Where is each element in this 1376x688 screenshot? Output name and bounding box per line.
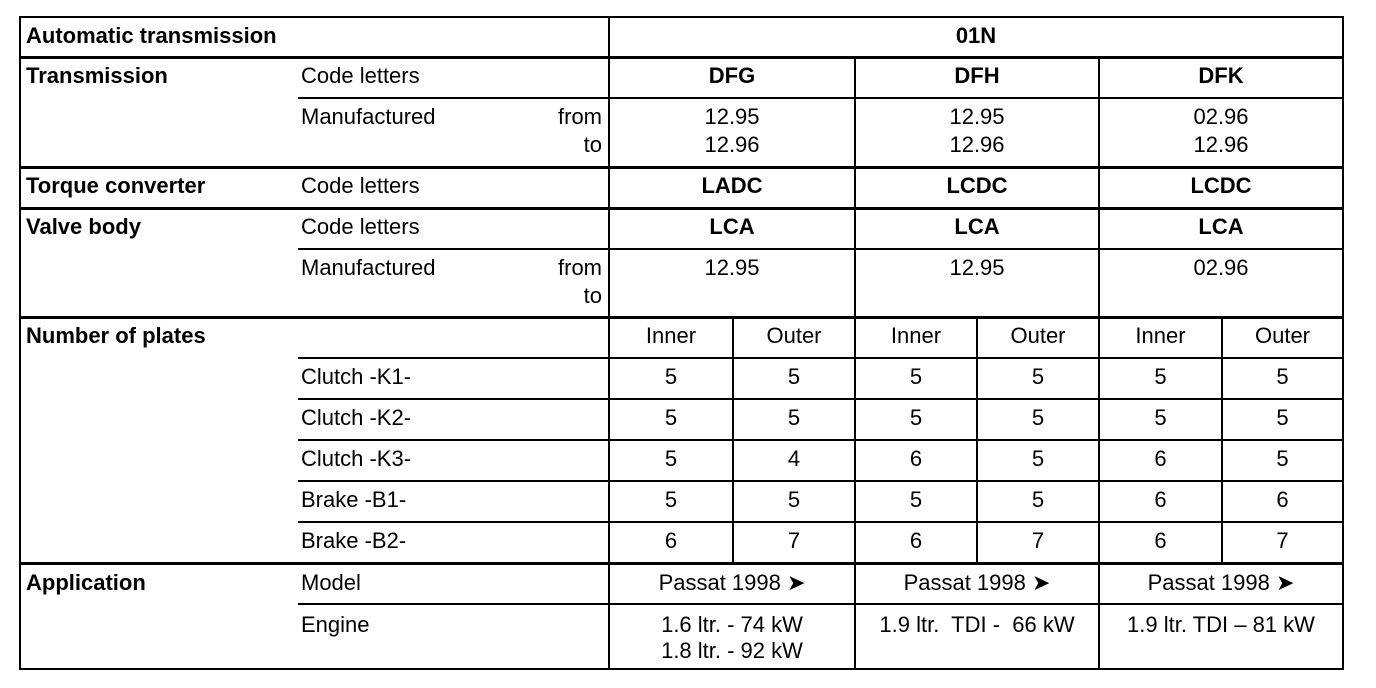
valve-body-from-1: 12.95	[704, 255, 760, 280]
plates-cell: 5	[1154, 364, 1167, 389]
application-model-1: Passat 1998 ➤	[658, 570, 806, 595]
plates-row-label: Clutch -K1-	[301, 364, 412, 389]
valve-body-label: Valve body	[26, 214, 141, 239]
plates-cell: 5	[1031, 364, 1045, 389]
plates-cell: 5	[787, 364, 801, 389]
application-engine-1b: 1.8 ltr. - 92 kW	[661, 638, 803, 663]
rule-plates-bottom	[20, 562, 1344, 565]
transmission-code-label: Code letters	[301, 63, 420, 88]
rule-trans-bottom	[20, 166, 1344, 169]
torque-converter-code-3: LCDC	[1190, 173, 1252, 198]
transmission-code-1: DFG	[708, 63, 756, 88]
plates-cell: 5	[1154, 405, 1167, 430]
plates-outer-header-2: Outer	[1010, 323, 1066, 348]
application-model-label: Model	[301, 570, 361, 595]
plates-row-label: Clutch -K3-	[301, 446, 412, 471]
torque-converter-code-label: Code letters	[301, 173, 420, 198]
transmission-to-label: to	[583, 132, 602, 157]
valve-body-from-2: 12.95	[949, 255, 1005, 280]
transmission-to-3: 12.96	[1193, 132, 1249, 157]
plates-cell: 6	[909, 446, 923, 471]
rule-bottom	[20, 668, 1344, 670]
rule-k1	[298, 398, 1344, 400]
rule-top	[20, 16, 1344, 18]
header-label: Automatic transmission	[26, 23, 277, 48]
plates-cell: 6	[1154, 528, 1167, 553]
rule-b1	[298, 521, 1344, 523]
rule-right	[1342, 16, 1344, 670]
plates-cell: 5	[909, 364, 923, 389]
plates-label: Number of plates	[26, 323, 206, 348]
header-value: 01N	[955, 23, 997, 48]
valve-body-code-2: LCA	[954, 214, 1000, 239]
plates-row-label: Brake -B2-	[301, 528, 407, 553]
plates-cell: 5	[664, 487, 678, 512]
plates-cell: 5	[664, 446, 678, 471]
rule-trans-code	[298, 97, 1344, 99]
torque-converter-label: Torque converter	[26, 173, 206, 198]
plates-cell: 6	[1154, 487, 1167, 512]
application-engine-1a: 1.6 ltr. - 74 kW	[661, 612, 803, 637]
plates-inner-header-2: Inner	[890, 323, 942, 348]
transmission-label: Transmission	[26, 63, 168, 88]
plates-cell: 5	[1276, 405, 1289, 430]
transmission-manufactured-label: Manufactured	[301, 104, 436, 129]
transmission-from-1: 12.95	[704, 104, 760, 129]
plates-inner-header-1: Inner	[645, 323, 697, 348]
plates-cell: 7	[1276, 528, 1289, 553]
application-engine-label: Engine	[301, 612, 370, 637]
transmission-from-3: 02.96	[1193, 104, 1249, 129]
application-engine-3: 1.9 ltr. TDI – 81 kW	[1127, 612, 1315, 637]
transmission-code-2: DFH	[954, 63, 1000, 88]
plates-cell: 5	[1276, 446, 1289, 471]
plates-outer-header-1: Outer	[766, 323, 822, 348]
plates-cell: 5	[1031, 405, 1045, 430]
application-model-3: Passat 1998 ➤	[1147, 570, 1295, 595]
valve-body-to-label: to	[583, 283, 602, 308]
transmission-from-2: 12.95	[949, 104, 1005, 129]
plates-cell: 4	[787, 446, 801, 471]
valve-body-code-3: LCA	[1198, 214, 1244, 239]
plates-cell: 6	[1276, 487, 1289, 512]
plates-outer-header-3: Outer	[1254, 323, 1311, 348]
plates-cell: 6	[1154, 446, 1167, 471]
plates-cell: 5	[909, 487, 923, 512]
valve-body-code-1: LCA	[709, 214, 755, 239]
plates-inner-header-3: Inner	[1135, 323, 1186, 348]
plates-cell: 6	[664, 528, 678, 553]
transmission-code-3: DFK	[1198, 63, 1244, 88]
rule-valve-bottom	[20, 316, 1344, 319]
plates-cell: 5	[787, 405, 801, 430]
rule-k3	[298, 480, 1344, 482]
transmission-to-2: 12.96	[949, 132, 1005, 157]
valve-body-code-label: Code letters	[301, 214, 420, 239]
plates-row-label: Clutch -K2-	[301, 405, 412, 430]
application-model-2: Passat 1998 ➤	[903, 570, 1051, 595]
plates-cell: 5	[1031, 487, 1045, 512]
rule-left	[19, 16, 21, 670]
valve-body-from-3: 02.96	[1193, 255, 1249, 280]
plates-cell: 7	[1031, 528, 1045, 553]
rule-valve-code	[298, 248, 1344, 250]
rule-model	[298, 603, 1344, 605]
application-label: Application	[26, 570, 146, 595]
plates-cell: 5	[909, 405, 923, 430]
rule-k2	[298, 439, 1344, 441]
plates-row-label: Brake -B1-	[301, 487, 407, 512]
plates-cell: 5	[787, 487, 801, 512]
plates-cell: 5	[1031, 446, 1045, 471]
rule-plates-header	[298, 357, 1344, 359]
plates-cell: 5	[664, 405, 678, 430]
rule-header-bottom	[20, 56, 1344, 59]
valve-body-manufactured-label: Manufactured	[301, 255, 436, 280]
plates-cell: 5	[664, 364, 678, 389]
application-engine-2: 1.9 ltr. TDI - 66 kW	[879, 612, 1075, 637]
torque-converter-code-2: LCDC	[946, 173, 1008, 198]
transmission-to-1: 12.96	[704, 132, 760, 157]
plates-cell: 6	[909, 528, 923, 553]
plates-cell: 7	[787, 528, 801, 553]
rule-torque-bottom	[20, 207, 1344, 210]
torque-converter-code-1: LADC	[701, 173, 763, 198]
plates-cell: 5	[1276, 364, 1289, 389]
transmission-from-label: from	[558, 104, 602, 129]
valve-body-from-label: from	[558, 255, 602, 280]
